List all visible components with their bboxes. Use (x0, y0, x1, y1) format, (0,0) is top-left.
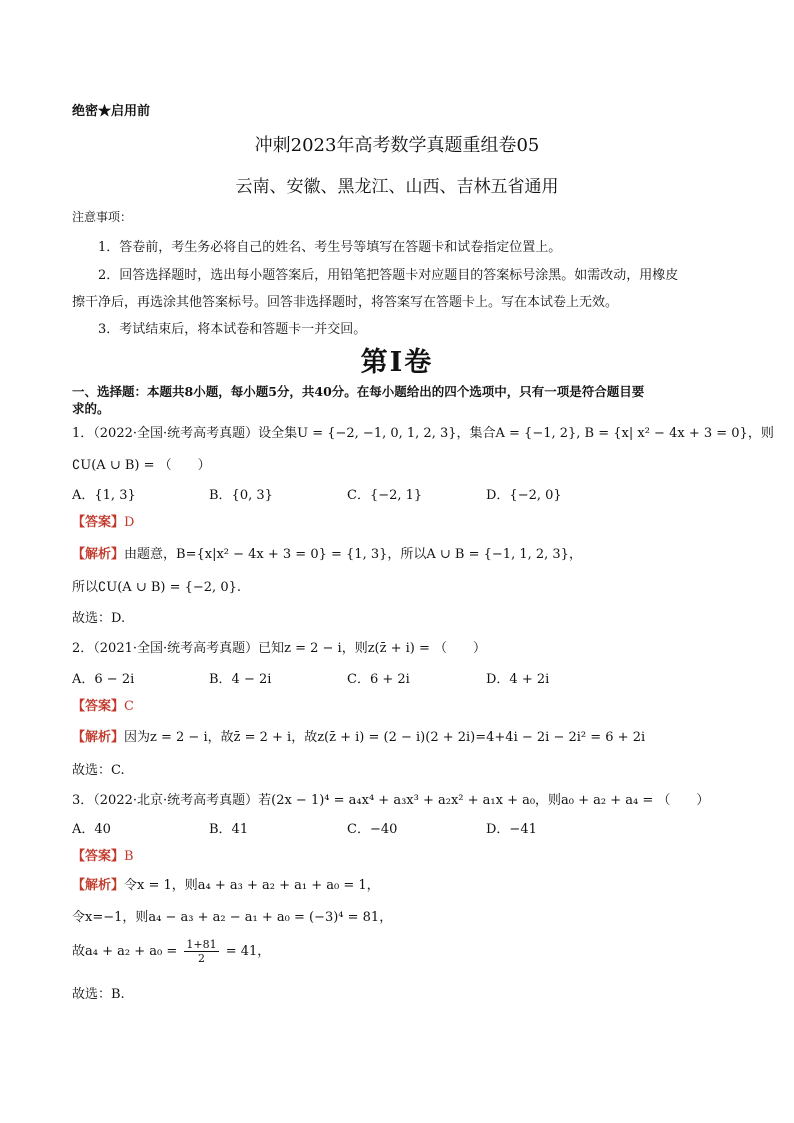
analysis-text (72, 938, 270, 965)
option-b: B．4 − 2i (209, 672, 272, 687)
analysis-line (72, 543, 582, 562)
option-d: D．4 + 2i (486, 672, 550, 687)
section-instructions: 一、选择题：本题共8小题，每小题5分，共40分。在每小题给出的四个选项中，只有一项是符合题目要 (72, 384, 645, 399)
fraction-numerator: 1+81 (186, 938, 217, 951)
exam-title: 冲刺2023年高考数学真题重组卷05 (254, 135, 540, 156)
question-stem-cont: ∁U(A ∪ B) = （ ） (72, 458, 211, 473)
option-b: B．41 (209, 822, 249, 837)
analysis-expression: 故a₄ + a₂ + a₀ = (72, 944, 182, 959)
analysis-line (72, 726, 645, 745)
option-d: D．{−2, 0} (486, 488, 562, 503)
notice-item: 2．回答选择题时，选出每小题答案后，用铅笔把答题卡对应题目的答案标号涂黑。如需改动，用橡皮 (98, 268, 679, 283)
analysis-text: 令x = 1，则a₄ + a₃ + a₂ + a₁ + a₀ = 1， (124, 878, 380, 893)
question-stem: 1．（2022·全国·统考高考真题）设全集U = {−2, −1, 0, 1, 2, 3}，集合A = {−1, 2}, B = {x| x² − 4x + 3 = 0}，则 (72, 426, 774, 441)
option-a: A．{1, 3} (72, 488, 136, 503)
fraction-denominator: 2 (197, 952, 205, 965)
option-c: C．6 + 2i (347, 672, 410, 687)
answer-line (72, 695, 134, 714)
answer-value: C (124, 699, 134, 714)
answer-value: B (124, 849, 134, 864)
notice-heading: 注意事项： (72, 210, 133, 224)
answer-value: D (124, 515, 135, 530)
analysis-conclusion: 故选：D. (72, 611, 126, 626)
question-stem: 3．（2022·北京·统考高考真题）若(2x − 1)⁴ = a₄x⁴ + a₃x³ + a₂x² + a₁x + a₀，则a₀ + a₂ + a₄ = （ ） (72, 793, 710, 808)
analysis-text: 因为z = 2 − i，故z̄ = 2 + i，故z(z̄ + i) = (2 − i)(2 + 2i)=4+4i − 2i − 2i² = 6 + 2i (124, 730, 646, 745)
answer-tag: 【答案】 (72, 515, 125, 530)
option-a: A．6 − 2i (72, 672, 135, 687)
analysis-expression: = 41， (221, 944, 271, 959)
analysis-conclusion: 故选：B. (72, 987, 125, 1002)
option-c: C．{−2, 1} (347, 488, 423, 503)
part-title: 第I卷 (360, 347, 434, 378)
analysis-tag: 【解析】 (72, 878, 125, 893)
option-a: A．40 (72, 822, 111, 837)
exam-subtitle: 云南、安徽、黑龙江、山西、吉林五省通用 (235, 177, 559, 197)
answer-tag: 【答案】 (72, 849, 125, 864)
option-c: C．−40 (347, 822, 398, 837)
option-b: B．{0, 3} (209, 488, 273, 503)
answer-line (72, 511, 134, 530)
analysis-line (72, 874, 380, 893)
analysis-tag: 【解析】 (72, 730, 125, 745)
analysis-text: 令x=−1，则a₄ − a₃ + a₂ − a₁ + a₀ = (−3)⁴ = 81， (72, 910, 393, 925)
analysis-tag: 【解析】 (72, 547, 125, 562)
analysis-conclusion: 故选：C. (72, 763, 125, 778)
confidential-label: 绝密★启用前 (72, 104, 151, 119)
option-d: D．−41 (486, 822, 537, 837)
answer-tag: 【答案】 (72, 699, 125, 714)
notice-item-continuation: 擦干净后，再选涂其他答案标号。回答非选择题时，将答案写在答题卡上。写在本试卷上无效。 (72, 295, 619, 310)
answer-line (72, 845, 134, 864)
question-stem: 2．（2021·全国·统考高考真题）已知z = 2 − i，则z(z̄ + i) = （ ） (72, 641, 487, 656)
analysis-text: 所以∁U(A ∪ B) = {−2, 0}. (72, 580, 242, 595)
analysis-text: 由题意，B={x|x² − 4x + 3 = 0} = {1, 3}，所以A ∪ B = {−1, 1, 2, 3}， (124, 547, 582, 562)
section-instructions-cont: 求的。 (72, 401, 110, 416)
notice-item: 3．考试结束后，将本试卷和答题卡一并交回。 (98, 322, 367, 337)
notice-item: 1．答卷前，考生务必将自己的姓名、考生号等填写在答题卡和试卷指定位置上。 (98, 240, 562, 255)
fraction (184, 938, 218, 965)
